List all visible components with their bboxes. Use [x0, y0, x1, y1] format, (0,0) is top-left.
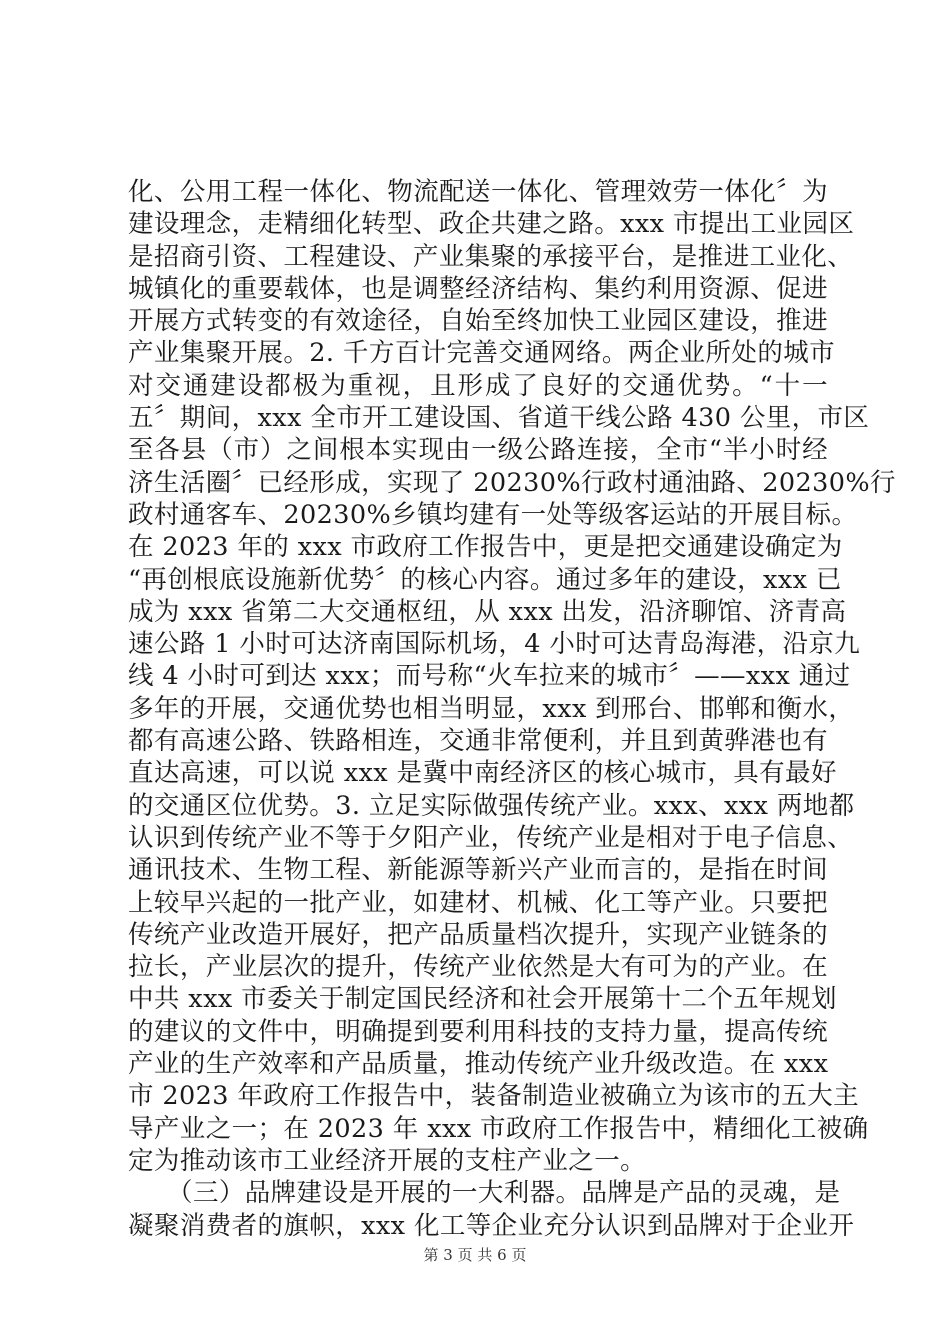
text-line: 在 2023 年的 xxx 市政府工作报告中，更是把交通建设确定为	[128, 532, 843, 563]
text-line: 成为 xxx 省第二大交通枢纽，从 xxx 出发，沿济聊馆、济青高	[128, 596, 847, 627]
text-line: 导产业之一；在 2023 年 xxx 市政府工作报告中，精细化工被确	[128, 1113, 869, 1144]
text-line: “再创根底设施新优势〞的核心内容。通过多年的建设，xxx 已	[128, 564, 842, 595]
text-line: 速公路 1 小时可达济南国际机场，4 小时可达青岛海港，沿京九	[128, 629, 861, 660]
text-line: 是招商引资、工程建设、产业集聚的承接平台，是推进工业化、	[128, 241, 854, 272]
text-line: 至各县（市）之间根本实现由一级公路连接，全市“半小时经	[128, 435, 828, 466]
text-line: 政村通客车、20230%乡镇均建有一处等级客运站的开展目标。	[128, 499, 858, 530]
text-line: 传统产业改造开展好，把产品质量档次提升，实现产业链条的	[128, 919, 828, 950]
text-line: （三）品牌建设是开展的一大利器。品牌是产品的灵魂，是	[128, 1178, 841, 1209]
text-line: 中共 xxx 市委关于制定国民经济和社会开展第十二个五年规划	[128, 984, 837, 1015]
text-line: 产业的生产效率和产品质量，推动传统产业升级改造。在 xxx	[128, 1049, 829, 1080]
text-line: 多年的开展，交通优势也相当明显，xxx 到邢台、邯郸和衡水，	[128, 693, 855, 724]
text-line: 认识到传统产业不等于夕阳产业，传统产业是相对于电子信息、	[128, 822, 854, 853]
page-number: 第 3 页 共 6 页	[423, 1246, 527, 1264]
text-line: 通讯技术、生物工程、新能源等新兴产业而言的，是指在时间	[128, 855, 828, 886]
text-line: 化、公用工程一体化、物流配送一体化、管理效劳一体化〞为	[128, 177, 828, 207]
text-line: 产业集聚开展。2. 千方百计完善交通网络。两企业所处的城市	[128, 338, 836, 369]
text-line: 建设理念，走精细化转型、政企共建之路。xxx 市提出工业园区	[128, 209, 855, 240]
text-line: 凝聚消费者的旗帜，xxx 化工等企业充分认识到品牌对于企业开	[128, 1210, 855, 1241]
text-line: 城镇化的重要载体，也是调整经济结构、集约利用资源、促进	[128, 273, 828, 304]
text-line: 济生活圈〞已经形成，实现了 20230%行政村通油路、20230%行	[128, 467, 896, 498]
text-line: 线 4 小时可到达 xxx；而号称“火车拉来的城市〞——xxx 通过	[128, 661, 851, 692]
text-line: 拉长，产业层次的提升，传统产业依然是大有可为的产业。在	[128, 952, 828, 983]
text-line: 的建议的文件中，明确提到要利用科技的支持力量，提高传统	[128, 1016, 828, 1047]
text-line: 对交通建设都极为重视，且形成了良好的交通优势。“十一	[128, 370, 828, 401]
body-text	[128, 176, 896, 1242]
text-line: 市 2023 年政府工作报告中，装备制造业被确立为该市的五大主	[128, 1081, 860, 1112]
text-line: 五〞期间，xxx 全市开工建设国、省道干线公路 430 公里，市区	[128, 403, 870, 434]
text-line: 上较早兴起的一批产业，如建材、机械、化工等产业。只要把	[128, 887, 828, 918]
text-line: 直达高速，可以说 xxx 是冀中南经济区的核心城市，具有最好	[128, 758, 837, 789]
text-line: 都有高速公路、铁路相连，交通非常便利，并且到黄骅港也有	[128, 726, 828, 757]
text-line: 的交通区位优势。3. 立足实际做强传统产业。xxx、xxx 两地都	[128, 790, 855, 821]
text-line: 开展方式转变的有效途径，自始至终加快工业园区建设，推进	[128, 306, 828, 337]
text-line: 定为推动该市工业经济开展的支柱产业之一。	[128, 1145, 647, 1176]
